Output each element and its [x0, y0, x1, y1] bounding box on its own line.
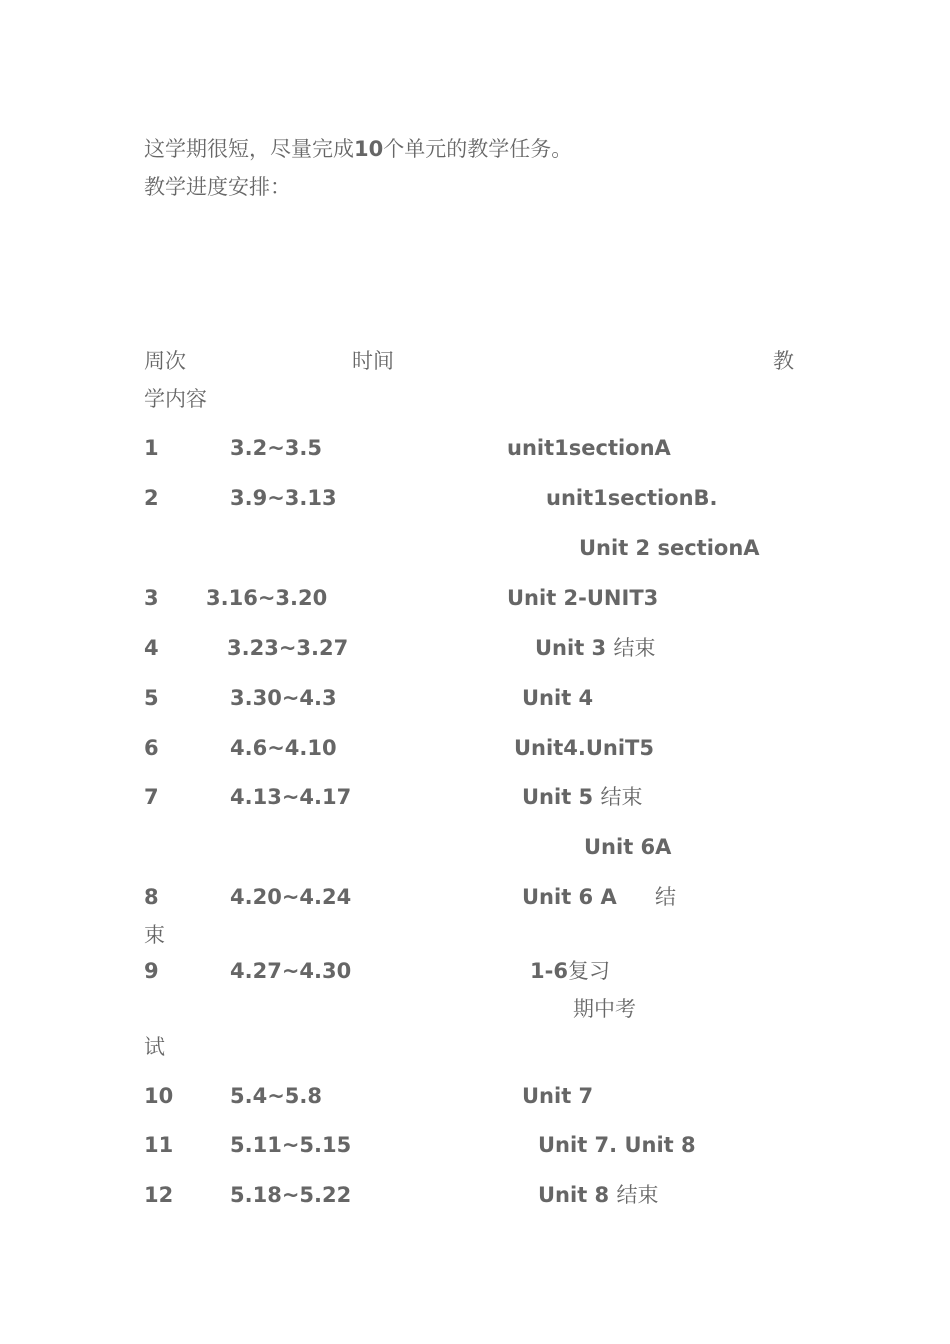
row-time: 4.20~4.24: [230, 885, 352, 909]
row-content: [530, 958, 610, 984]
intro-line-2: 教学进度安排：: [144, 175, 291, 199]
row-content-unit: Unit 8: [538, 1183, 610, 1207]
row-week: 9: [144, 959, 159, 983]
row-content: Unit 2-UNIT3: [507, 586, 659, 610]
row-time: 3.30~4.3: [230, 686, 337, 710]
unit-count: 10: [354, 137, 384, 161]
row-week: 5: [144, 686, 159, 710]
row-content: Unit4.UniT5: [514, 736, 654, 760]
row-content-2: 期中考: [573, 997, 636, 1021]
row-week: 12: [144, 1183, 174, 1207]
row-time: 5.18~5.22: [230, 1183, 352, 1207]
row-content: Unit 7. Unit 8: [538, 1133, 696, 1157]
row-content-cn: 结束: [600, 785, 643, 809]
row-content-cn: 结束: [613, 636, 656, 660]
row-content: Unit 7: [522, 1084, 594, 1108]
row-week: 3: [144, 586, 159, 610]
row-content-unit: Unit 5: [522, 785, 594, 809]
row-content: [535, 635, 655, 661]
row-week: 10: [144, 1084, 174, 1108]
row-content-cn: 复习: [567, 959, 610, 983]
row-content-cn: 结束: [616, 1183, 659, 1207]
row-content-unit: 1-6: [530, 959, 568, 983]
row-content: Unit 6 A: [522, 885, 617, 909]
row-time: 4.27~4.30: [230, 959, 352, 983]
row-week: 1: [144, 436, 159, 460]
intro-text: 个单元的教学任务。: [383, 137, 573, 161]
row-content: Unit 4: [522, 686, 594, 710]
row-content: [538, 1182, 658, 1208]
row-content: unit1sectionA: [507, 436, 671, 460]
row-time: 3.2~3.5: [230, 436, 322, 460]
row-time: 5.4~5.8: [230, 1084, 322, 1108]
row-content-unit: Unit 3: [535, 636, 607, 660]
row-time: 3.16~3.20: [206, 586, 328, 610]
row-week: 7: [144, 785, 159, 809]
row-time: 5.11~5.15: [230, 1133, 352, 1157]
row-time: 3.9~3.13: [230, 486, 337, 510]
header-content: 教: [773, 349, 794, 373]
row-content: unit1sectionB.: [546, 486, 718, 510]
row-content-cn-wrap: 束: [144, 923, 165, 947]
row-time: 3.23~3.27: [227, 636, 349, 660]
header-content-wrap: 学内容: [144, 387, 207, 411]
row-week: 11: [144, 1133, 174, 1157]
row-time: 4.6~4.10: [230, 736, 337, 760]
row-week: 6: [144, 736, 159, 760]
intro-line-1: [144, 136, 572, 162]
row-week: 8: [144, 885, 159, 909]
row-time: 4.13~4.17: [230, 785, 352, 809]
header-time: 时间: [352, 349, 394, 373]
row-content-2: Unit 6A: [584, 835, 672, 859]
row-content-cn: 结: [655, 885, 676, 909]
row-week: 2: [144, 486, 159, 510]
intro-text: 这学期很短，尽量完成: [144, 137, 354, 161]
row-content-2: Unit 2 sectionA: [579, 536, 760, 560]
row-content-cn-wrap: 试: [144, 1035, 165, 1059]
header-week: 周次: [144, 349, 186, 373]
row-week: 4: [144, 636, 159, 660]
row-content: [522, 784, 642, 810]
